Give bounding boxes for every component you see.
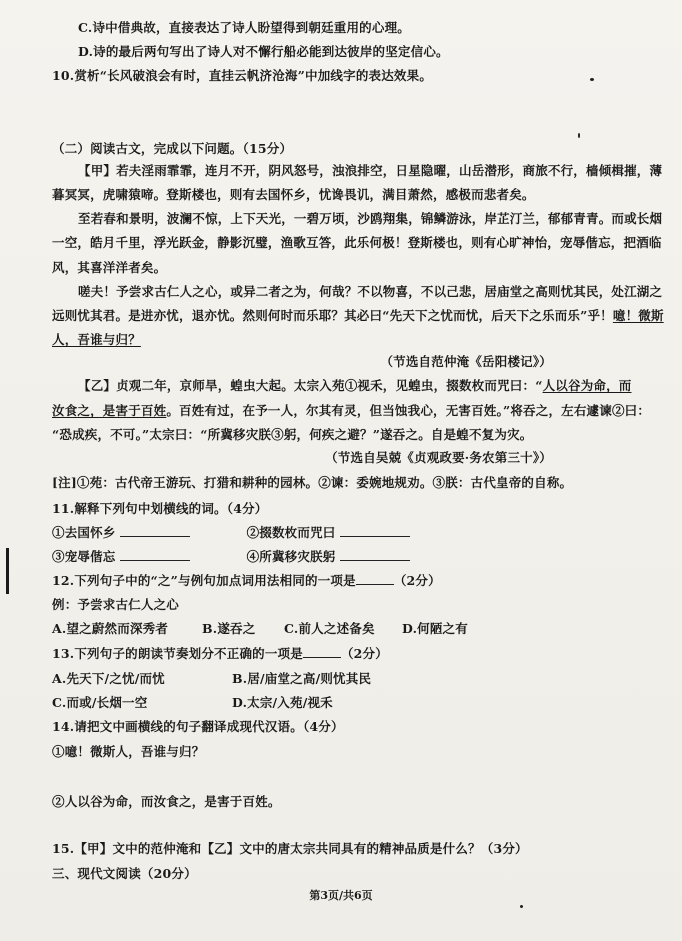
q13-stem-text: 13.下列句子的朗读节奏划分不正确的一项是: [52, 646, 303, 661]
page-number: 第3页/共6页: [309, 889, 373, 902]
q12-option-b[interactable]: B.遂吞之: [202, 621, 256, 636]
passage-a-p1-l2: 暮冥冥，虎啸猿啼。登斯楼也，则有去国怀乡，忧谗畏讥，满目萧然，感极而悲者矣。: [52, 187, 535, 202]
q14-stem: 14.请把文中画横线的句子翻译成现代汉语。（4分）: [52, 719, 344, 734]
q12-option-a[interactable]: A.望之蔚然而深秀者: [52, 621, 169, 636]
q12-stem-text: 12.下列句子中的“之”与例句加点词用法相同的一项是: [52, 573, 356, 588]
section2-heading: （二）阅读古文，完成以下问题。（15分）: [52, 141, 293, 156]
passage-b-l3: “恐成疾，不可。”太宗曰：“所冀移灾朕③躬，何疾之避？”遂吞之。自是蝗不复为灾。: [52, 427, 533, 442]
answer-blank[interactable]: [356, 573, 394, 585]
q13-option-a[interactable]: A.先天下/之忧/而忧: [52, 671, 165, 686]
q11-stem: 11.解释下列句中划横线的词。（4分）: [52, 501, 268, 516]
q11-item-4: ④所冀移灾朕躬: [246, 549, 336, 564]
answer-blank[interactable]: [120, 549, 190, 561]
annotations: [注]①苑：古代帝王游玩、打猎和耕种的园林。②谏：委婉地规劝。③朕：古代皇帝的自称。: [52, 475, 573, 490]
q13-points: （2分）: [340, 646, 388, 661]
answer-blank[interactable]: [340, 549, 410, 561]
passage-b-underlined-1: 人以谷为命，而: [542, 378, 632, 393]
q10-text: 10.赏析“长风破浪会有时，直挂云帆济沧海”中加线字的表达效果。: [52, 68, 433, 83]
answer-blank[interactable]: [303, 646, 341, 658]
q15-text: 15.【甲】文中的范仲淹和【乙】文中的唐太宗共同具有的精神品质是什么？（3分）: [52, 841, 528, 856]
answer-blank[interactable]: [340, 525, 410, 537]
passage-a-p3-l2: [52, 308, 664, 324]
q12-options: [52, 621, 652, 637]
q12-option-c[interactable]: C.前人之述备矣: [284, 621, 375, 636]
answer-blank[interactable]: [120, 525, 190, 537]
passage-a-p3-l3: [52, 332, 652, 348]
passage-a-p1-l1: 【甲】若夫淫雨霏霏，连月不开，阴风怒号，浊浪排空，日星隐曜，山岳潜形，商旅不行，樯倾楫摧，薄: [78, 163, 663, 178]
q13-option-b[interactable]: B.居/庙堂之高/则忧其民: [232, 671, 372, 686]
q13-options-row2: [52, 695, 652, 711]
q13-stem: [52, 646, 652, 662]
q13-option-d[interactable]: D.太宗/入苑/视禾: [232, 695, 333, 710]
passage-b-l1-text: 【乙】贞观二年，京师旱，蝗虫大起。太宗入苑①视禾，见蝗虫，掇数枚而咒曰：“: [78, 378, 543, 393]
q12-option-d[interactable]: D.何陋之有: [402, 621, 468, 636]
passage-a-p2-l1: 至若春和景明，波澜不惊，上下天光，一碧万顷，沙鸥翔集，锦鳞游泳，岸芷汀兰，郁郁青青。而或长烟: [78, 211, 663, 226]
q12-stem: [52, 573, 652, 589]
scan-speck: [578, 133, 580, 138]
passage-b-underlined-2: 汝食之，是害于百姓: [52, 403, 167, 418]
passage-b-l2-text: 。百姓有过，在予一人，尔其有灵，但当蚀我心，无害百姓。”将吞之，左右遽谏②曰：: [166, 403, 651, 418]
q11-item-2: ②掇数枚而咒曰: [246, 525, 336, 540]
q11-items-row1: [52, 525, 652, 541]
section3-heading: 三、现代文阅读（20分）: [52, 866, 197, 881]
q9-option-d: D.诗的最后两句写出了诗人对不懈行船必能到达彼岸的坚定信心。: [78, 44, 449, 59]
q13-option-c[interactable]: C.而或/长烟一空: [52, 695, 148, 710]
passage-b-l1: [78, 378, 678, 394]
q12-points: （2分）: [393, 573, 441, 588]
q9-option-c: C.诗中借典故，直接表达了诗人盼望得到朝廷重用的心理。: [78, 20, 410, 35]
passage-a-source: （节选自范仲淹《岳阳楼记》）: [380, 354, 552, 369]
q13-options-row1: [52, 671, 652, 687]
q12-example: 例：予尝求古仁人之心: [52, 597, 180, 612]
passage-b-source: （节选自吴兢《贞观政要·务农第三十》）: [325, 450, 552, 465]
passage-a-p2-l3: 风，其喜洋洋者矣。: [52, 260, 167, 275]
passage-a-underlined-1: 噫！微斯: [612, 308, 664, 323]
passage-a-p3-l1: 嗟夫！予尝求古仁人之心，或异二者之为，何哉？不以物喜，不以己悲，居庙堂之高则忧其民，处江湖之: [78, 284, 663, 299]
binding-edge-mark: [6, 548, 9, 594]
passage-b-l2: [52, 403, 652, 419]
passage-a-underlined-2: 人，吾谁与归？: [52, 332, 141, 347]
q11-item-3: ③宠辱偕忘: [52, 549, 116, 564]
q11-items-row2: [52, 549, 652, 565]
q11-item-1: ①去国怀乡: [52, 525, 116, 540]
passage-a-p2-l2: 一空，皓月千里，浮光跃金，静影沉璧，渔歌互答，此乐何极！登斯楼也，则有心旷神怡，宠辱偕忘，把酒临: [52, 235, 662, 250]
scan-speck: [520, 905, 523, 908]
q14-sentence-1: ①噫！微斯人，吾谁与归？: [52, 744, 205, 759]
passage-a-p3-l2-text: 远则忧其君。是进亦忧，退亦忧。然则何时而乐耶？其必曰“先天下之忧而忧，后天下之乐而乐”乎！: [52, 308, 613, 323]
q14-sentence-2: ②人以谷为命，而汝食之，是害于百姓。: [52, 794, 281, 809]
